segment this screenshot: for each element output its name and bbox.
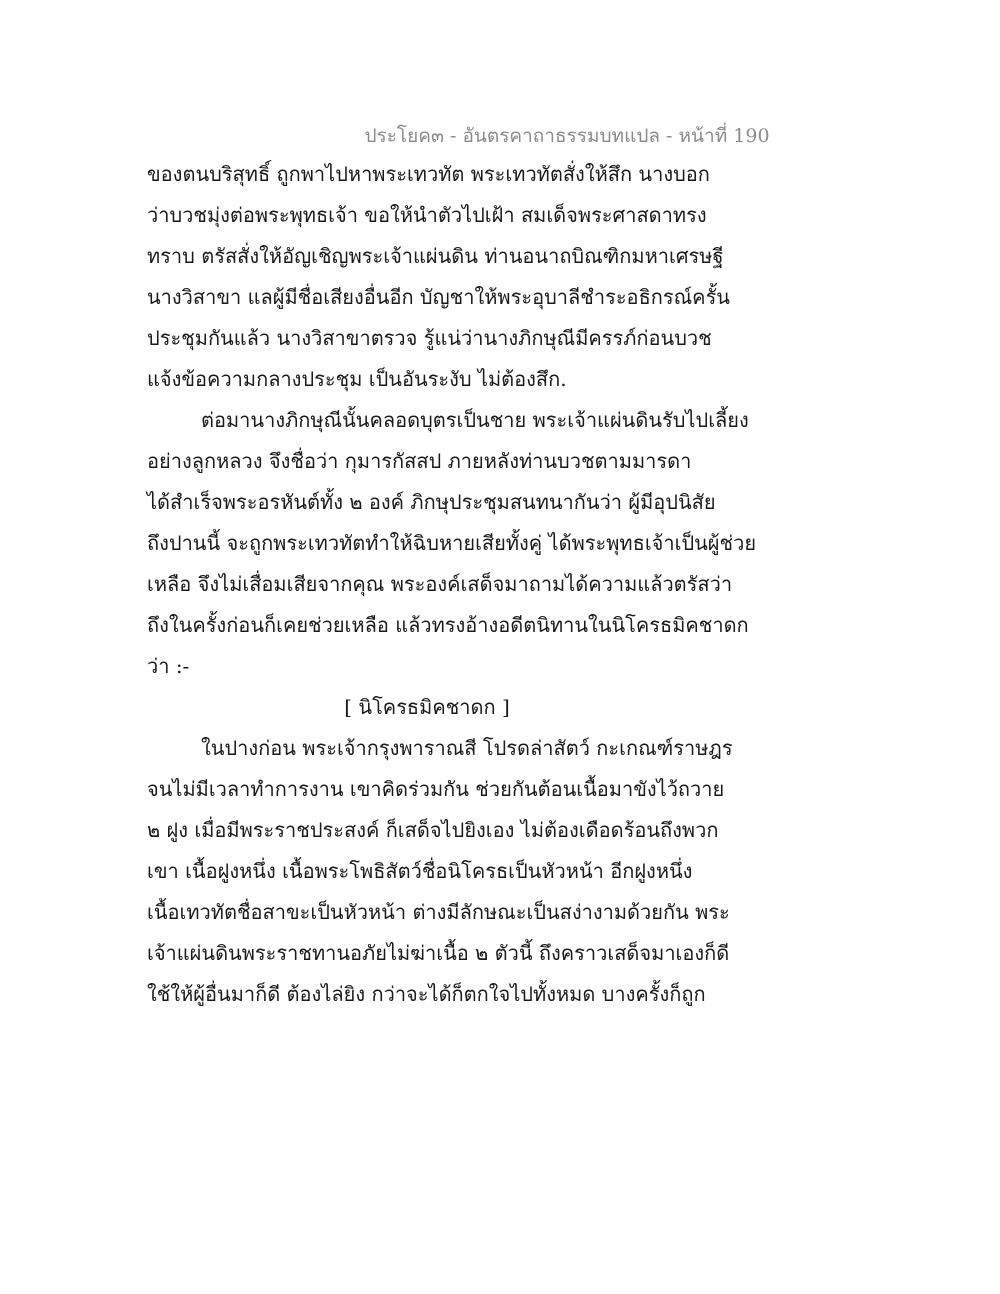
text-line: ถึงในครั้งก่อนก็เคยช่วยเหลือ แล้วทรงอ้างอดีตนิทานในนิโครธมิคชาดก [147,613,749,637]
text-line: ถึงปานนี้ จะถูกพระเทวทัตทำให้ฉิบหายเสียทั้งคู่ ได้พระพุทธเจ้าเป็นผู้ช่วย [147,531,757,555]
text-line: ว่าบวชมุ่งต่อพระพุทธเจ้า ขอให้นำตัวไปเฝ้า สมเด็จพระศาสดาทรง [147,203,707,227]
text-line: ต่อมานางภิกษุณีนั้นคลอดบุตรเป็นชาย พระเจ้าแผ่นดินรับไปเลี้ยง [201,408,749,432]
text-line: ได้สำเร็จพระอรหันต์ทั้ง ๒ องค์ ภิกษุประชุมสนทนากันว่า ผู้มีอุปนิสัย [147,490,716,514]
text-line: ของตนบริสุทธิ์ ถูกพาไปหาพระเทวทัต พระเทวทัตสั่งให้สึก นางบอก [147,162,710,186]
text-line: แจ้งข้อความกลางประชุม เป็นอันระงับ ไม่ต้องสึก. [147,367,567,391]
text-line: เหลือ จึงไม่เสื่อมเสียจากคุณ พระองค์เสด็จมาถามได้ความแล้วตรัสว่า [147,572,733,596]
running-title: ประโยค๓ - อันตรคาถาธรรมบทแปล - หน้าที่ 190 [364,125,770,147]
text-line: ในปางก่อน พระเจ้ากรุงพาราณสี โปรดล่าสัตว์ กะเกณฑ์ราษฎร [201,736,733,760]
text-line: อย่างลูกหลวง จึงชื่อว่า กุมารกัสสป ภายหลังท่านบวชตามมารดา [147,449,692,473]
text-line: นางวิสาขา แลผู้มีชื่อเสียงอื่นอีก บัญชาให้พระอุบาลีชำระอธิกรณ์ครั้น [147,285,730,309]
text-line: จนไม่มีเวลาทำการงาน เขาคิดร่วมกัน ช่วยกันต้อนเนื้อมาขังไว้ถวาย [147,777,725,801]
text-line: ๒ ฝูง เมื่อมีพระราชประสงค์ ก็เสด็จไปยิงเอง ไม่ต้องเดือดร้อนถึงพวก [147,818,719,842]
page-body [147,154,757,1015]
section-heading: [ นิโครธมิคชาดก ] [344,695,510,719]
page-header [0,121,1000,151]
text-line: เขา เนื้อฝูงหนึ่ง เนื้อพระโพธิสัตว์ชื่อนิโครธเป็นหัวหน้า อีกฝูงหนึ่ง [147,859,693,883]
text-line: ประชุมกันแล้ว นางวิสาขาตรวจ รู้แน่ว่านางภิกษุณีมีครรภ์ก่อนบวช [147,326,712,350]
text-line: ว่า :- [147,654,190,678]
text-line: เนื้อเทวทัตชื่อสาขะเป็นหัวหน้า ต่างมีลักษณะเป็นสง่างามด้วยกัน พระ [147,900,730,924]
text-line: ทราบ ตรัสสั่งให้อัญเชิญพระเจ้าแผ่นดิน ท่านอนาถบิณฑิกมหาเศรษฐี [147,244,724,268]
text-line: เจ้าแผ่นดินพระราชทานอภัยไม่ฆ่าเนื้อ ๒ ตัวนี้ ถึงคราวเสด็จมาเองก็ดี [147,941,730,965]
text-line: ใช้ให้ผู้อื่นมาก็ดี ต้องไล่ยิง กว่าจะได้ก็ตกใจไปทั้งหมด บางครั้งก็ถูก [147,982,706,1006]
